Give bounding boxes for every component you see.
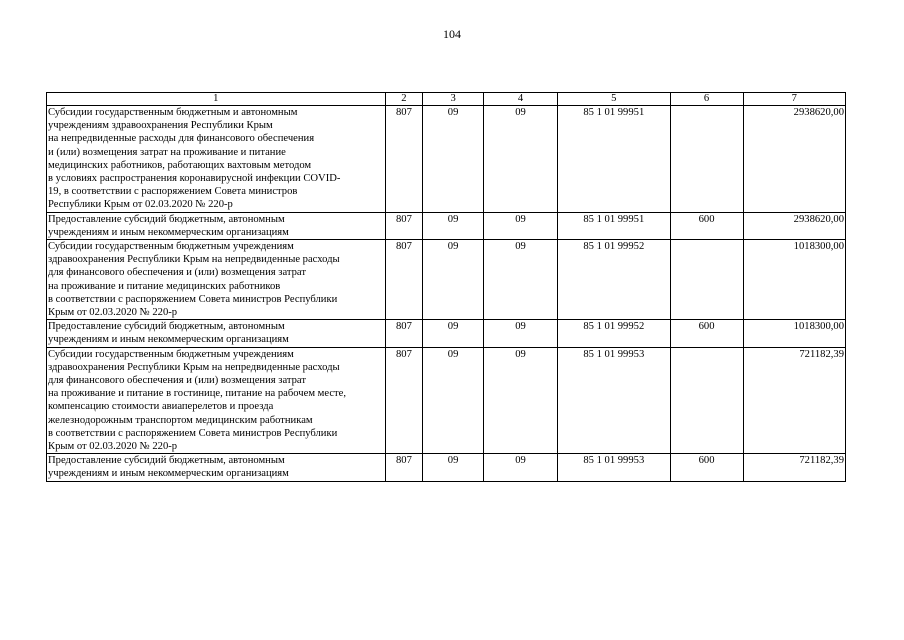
subsection-code: 09 — [484, 106, 558, 213]
expense-type-code — [670, 106, 743, 213]
ministry-code: 807 — [385, 320, 423, 347]
expense-name: Субсидии государственным бюджетным и автономным учреждениям здравоохранения Республики Крым на непредвиденные расходы для финансового обеспечения и (или) возмещения затрат на проживание и питание медицинских работников, работающих вахтовым методом в условиях распространения коронавирусной инфекции COVID- 19, в соответствии с распоряжением Совета министров Республики Крым от 02.03.2020 № 220-р — [47, 106, 386, 213]
ministry-code: 807 — [385, 347, 423, 454]
header-cell: 2 — [385, 93, 423, 106]
expense-name: Субсидии государственным бюджетным учреждениям здравоохранения Республики Крым на непредвиденные расходы для финансового обеспечения и (или) возмещения затрат на проживание и питание в гостинице, питание на рабочем месте, компенсацию стоимости авиаперелетов и проезда железнодорожным транспортом медицинским работникам в соответствии с распоряжением Совета министров Республики Крым от 02.03.2020 № 220-р — [47, 347, 386, 454]
target-article-code: 85 1 01 99951 — [558, 106, 671, 213]
expense-name: Предоставление субсидий бюджетным, автономным учреждениям и иным некоммерческим организациям — [47, 454, 386, 481]
target-article-code: 85 1 01 99952 — [558, 320, 671, 347]
ministry-code: 807 — [385, 240, 423, 320]
subsection-code: 09 — [484, 212, 558, 239]
expense-type-code: 600 — [670, 320, 743, 347]
section-code: 09 — [423, 212, 484, 239]
expense-type-code — [670, 347, 743, 454]
amount: 721182,39 — [743, 347, 845, 454]
header-cell: 5 — [558, 93, 671, 106]
amount: 2938620,00 — [743, 106, 845, 213]
table-header-row — [47, 93, 846, 106]
amount: 2938620,00 — [743, 212, 845, 239]
amount: 721182,39 — [743, 454, 845, 481]
table-row — [47, 106, 846, 213]
header-cell: 4 — [484, 93, 558, 106]
ministry-code: 807 — [385, 106, 423, 213]
expense-type-code — [670, 240, 743, 320]
table-row — [47, 240, 846, 320]
expense-name: Предоставление субсидий бюджетным, автономным учреждениям и иным некоммерческим организациям — [47, 212, 386, 239]
table-row — [47, 320, 846, 347]
expense-type-code: 600 — [670, 212, 743, 239]
section-code: 09 — [423, 106, 484, 213]
target-article-code: 85 1 01 99952 — [558, 240, 671, 320]
section-code: 09 — [423, 320, 484, 347]
amount: 1018300,00 — [743, 320, 845, 347]
budget-table — [46, 92, 846, 482]
target-article-code: 85 1 01 99953 — [558, 454, 671, 481]
table-row — [47, 454, 846, 481]
subsection-code: 09 — [484, 320, 558, 347]
page-number: 104 — [443, 27, 461, 41]
header-cell: 3 — [423, 93, 484, 106]
ministry-code: 807 — [385, 454, 423, 481]
ministry-code: 807 — [385, 212, 423, 239]
expense-name: Субсидии государственным бюджетным учреждениям здравоохранения Республики Крым на непредвиденные расходы для финансового обеспечения и (или) возмещения затрат на проживание и питание медицинских работников в соответствии с распоряжением Совета министров Республики Крым от 02.03.2020 № 220-р — [47, 240, 386, 320]
subsection-code: 09 — [484, 347, 558, 454]
header-cell: 1 — [47, 93, 386, 106]
header-cell: 6 — [670, 93, 743, 106]
expense-name: Предоставление субсидий бюджетным, автономным учреждениям и иным некоммерческим организациям — [47, 320, 386, 347]
amount: 1018300,00 — [743, 240, 845, 320]
target-article-code: 85 1 01 99951 — [558, 212, 671, 239]
table-row — [47, 212, 846, 239]
section-code: 09 — [423, 347, 484, 454]
target-article-code: 85 1 01 99953 — [558, 347, 671, 454]
header-cell: 7 — [743, 93, 845, 106]
section-code: 09 — [423, 240, 484, 320]
section-code: 09 — [423, 454, 484, 481]
table-row — [47, 347, 846, 454]
expense-type-code: 600 — [670, 454, 743, 481]
subsection-code: 09 — [484, 454, 558, 481]
subsection-code: 09 — [484, 240, 558, 320]
